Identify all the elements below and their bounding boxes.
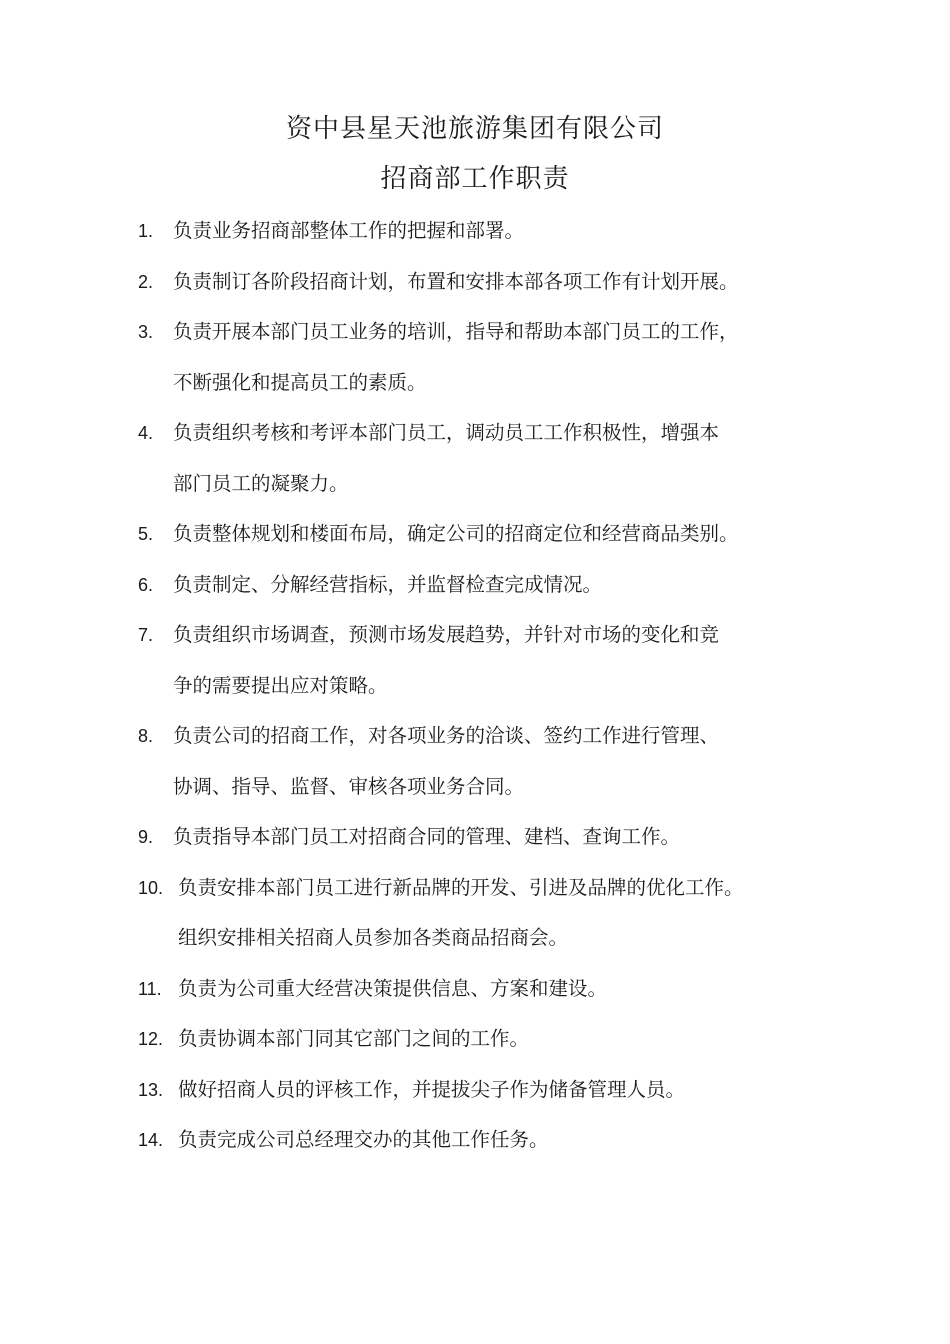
duty-text-line: 负责组织市场调查，预测市场发展趋势，并针对市场的变化和竞 <box>173 623 720 646</box>
title-block <box>0 104 950 204</box>
company-title: 资中县星天池旅游集团有限公司 <box>285 114 664 144</box>
duty-text <box>173 206 838 257</box>
duty-number: 13. <box>138 1079 164 1100</box>
department-title: 招商部工作职责 <box>380 164 570 194</box>
duty-number: 5. <box>138 524 154 544</box>
duty-text-line: 协调、指导、监督、审核各项业务合同。 <box>173 774 525 798</box>
duty-number: 8. <box>138 726 154 746</box>
duty-item <box>138 1014 838 1065</box>
duty-text <box>173 257 838 308</box>
duty-text <box>173 560 838 611</box>
duty-item <box>138 1065 838 1116</box>
duty-number: 9. <box>138 827 154 847</box>
duty-item <box>138 964 838 1015</box>
duty-text <box>178 964 838 1015</box>
duty-item <box>138 812 838 863</box>
duty-item <box>138 711 838 812</box>
duty-text-line: 负责指导本部门员工对招商合同的管理、建档、查询工作。 <box>173 825 681 848</box>
duty-text-line: 负责业务招商部整体工作的把握和部署。 <box>173 219 525 242</box>
duty-number: 1. <box>138 221 154 241</box>
duty-number: 2. <box>138 271 154 292</box>
duty-text-line: 负责制定、分解经营指标，并监督检查完成情况。 <box>173 572 603 596</box>
duty-number: 10. <box>138 877 164 898</box>
duty-text-line: 负责协调本部门同其它部门之间的工作。 <box>178 1027 530 1050</box>
duty-text <box>178 1065 838 1116</box>
duty-text-line: 做好招商人员的评核工作，并提拔尖子作为储备管理人员。 <box>178 1077 686 1101</box>
duty-text-line: 组织安排相关招商人员参加各类商品招商会。 <box>178 926 569 949</box>
duty-item <box>138 1115 838 1166</box>
duty-text <box>178 863 838 964</box>
duty-item <box>138 307 838 408</box>
duty-text <box>178 1014 838 1065</box>
duty-text-line: 负责安排本部门员工进行新品牌的开发、引进及品牌的优化工作。 <box>178 875 744 899</box>
duty-text-line: 负责整体规划和楼面布局，确定公司的招商定位和经营商品类别。 <box>173 522 739 545</box>
duty-item <box>138 206 838 257</box>
duty-item <box>138 560 838 611</box>
duty-text-line: 部门员工的凝聚力。 <box>173 471 349 495</box>
duty-text <box>173 307 838 408</box>
duty-text <box>173 711 838 812</box>
duty-text <box>173 610 838 711</box>
duty-number: 11. <box>138 978 162 999</box>
duty-number: 12. <box>138 1029 164 1049</box>
duty-text <box>173 509 838 560</box>
duty-item <box>138 509 838 560</box>
duty-item <box>138 408 838 509</box>
duty-item <box>138 257 838 308</box>
duty-text <box>178 1115 838 1166</box>
duty-item <box>138 863 838 964</box>
duty-text-line: 争的需要提出应对策略。 <box>173 673 388 697</box>
duty-number: 4. <box>138 423 154 443</box>
duty-number: 6. <box>138 574 154 595</box>
duty-text-line: 负责公司的招商工作，对各项业务的洽谈、签约工作进行管理、 <box>173 724 720 747</box>
duty-number: 7. <box>138 625 154 645</box>
duty-text-line: 负责组织考核和考评本部门员工，调动员工工作积极性，增强本 <box>173 421 720 444</box>
duty-text-line: 负责开展本部门员工业务的培训，指导和帮助本部门员工的工作， <box>173 320 739 343</box>
duty-item <box>138 610 838 711</box>
duty-text-line: 负责制订各阶段招商计划，布置和安排本部各项工作有计划开展。 <box>173 269 739 293</box>
duty-list <box>138 206 838 1166</box>
duty-number: 14. <box>138 1130 164 1150</box>
duty-number: 3. <box>138 322 154 342</box>
duty-text <box>173 408 838 509</box>
duty-text-line: 不断强化和提高员工的素质。 <box>173 370 427 394</box>
duty-text <box>173 812 838 863</box>
duty-text-line: 负责完成公司总经理交办的其他工作任务。 <box>178 1128 549 1151</box>
duty-text-line: 负责为公司重大经营决策提供信息、方案和建设。 <box>178 976 608 1000</box>
